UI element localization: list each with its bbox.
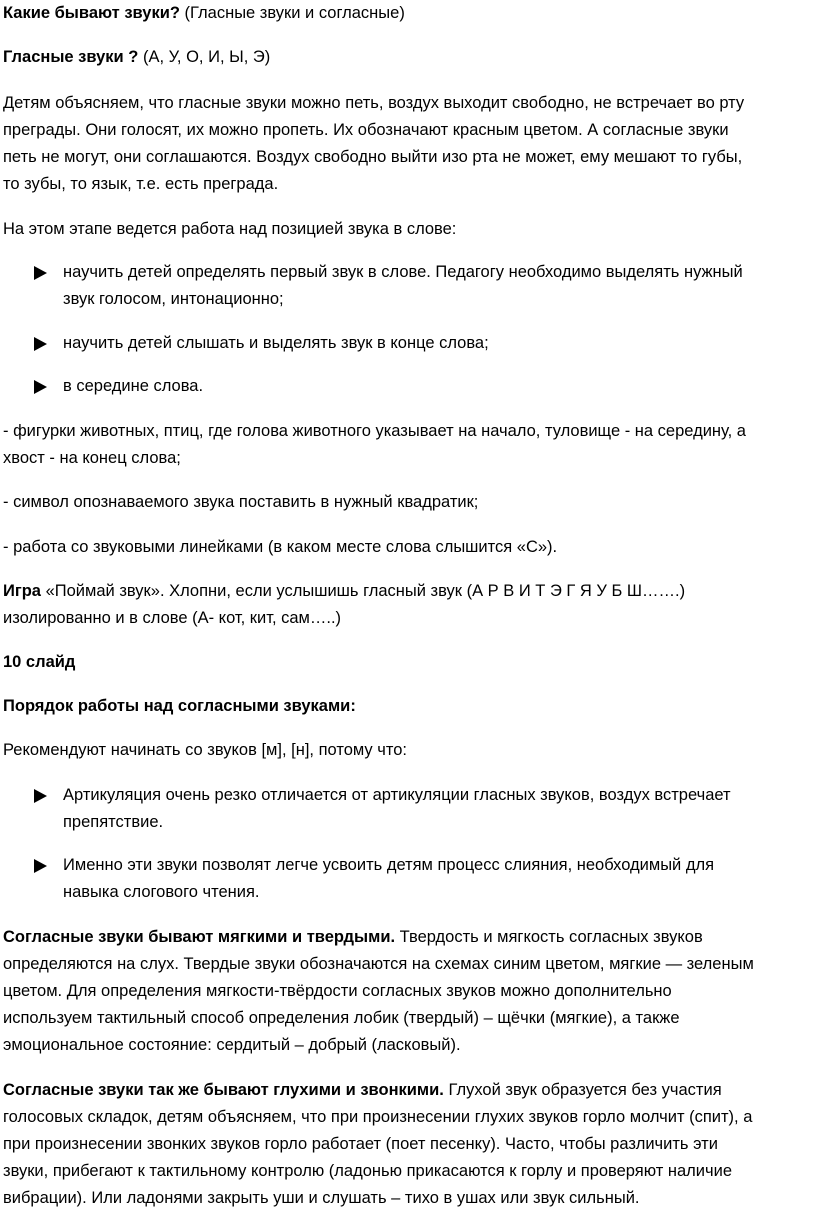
list-item xyxy=(3,373,203,400)
text-line: преграды. Они голосят, их можно пропеть. Их обозначают красным цветом. А согласные звуки xyxy=(3,121,729,139)
text-line: используем тактильный способ определения лобик (твердый) – щёчки (мягкие), а также xyxy=(3,1009,680,1027)
text-line: Детям объясняем, что гласные звуки можно петь, воздух выходит свободно, не встречает во рту xyxy=(3,94,745,112)
text-line: вибрации). Или ладонями закрыть уши и слушать – тихо в ушах или звук сильный. xyxy=(3,1189,640,1207)
text-line: научить детей определять первый звук в слове. Педагогу необходимо выделять нужный xyxy=(63,263,743,281)
text-line xyxy=(3,924,754,951)
recommend-line: Рекомендуют начинать со звуков [м], [н], потому что: xyxy=(3,741,407,759)
text-line: изолированно и в слове (А- кот, кит, сам…..) xyxy=(3,609,342,627)
intro-rest: (Гласные звуки и согласные) xyxy=(179,4,405,22)
list-item xyxy=(3,852,714,906)
vowels-line xyxy=(3,44,270,71)
text-line: - фигурки животных, птиц, где голова животного указывает на начало, туловище - на середину, а xyxy=(3,422,746,440)
text-line: в середине слова. xyxy=(63,377,204,395)
text-line: Именно эти звуки позволят легче усвоить детям процесс слияния, необходимый для xyxy=(63,856,715,874)
game-paragraph xyxy=(3,578,685,632)
text-line: научить детей слышать и выделять звук в конце слова; xyxy=(63,334,489,352)
text-line: препятствие. xyxy=(63,813,164,831)
vowels-rest: (А, У, О, И, Ы, Э) xyxy=(138,48,271,66)
text-line: голосовых складок, детям объясняем, что при произнесении глухих звуков горло молчит (спит), а xyxy=(3,1108,753,1126)
list-item xyxy=(3,782,731,836)
vowels-explanation xyxy=(3,90,744,198)
lines-work-line: - работа со звуковыми линейками (в каком месте слова слышится «С»). xyxy=(3,538,558,556)
animals-paragraph xyxy=(3,418,746,472)
soft-hard-bold: Согласные звуки бывают мягкими и твердыми. xyxy=(3,928,396,946)
soft-hard-rest: Твердость и мягкость согласных звуков xyxy=(395,928,703,946)
text-line: при произнесении звонких звуков горло работает (поет песенку). Часто, чтобы различить эти xyxy=(3,1135,718,1153)
text-line: определяются на слух. Твердые звуки обозначаются на схемах синим цветом, мягкие — зеленым xyxy=(3,955,754,973)
triangle-bullet-icon xyxy=(34,380,47,394)
soft-hard-paragraph xyxy=(3,924,754,1059)
game-bold: Игра xyxy=(3,582,41,600)
voiced-bold: Согласные звуки так же бывают глухими и звонкими. xyxy=(3,1081,444,1099)
list-item xyxy=(3,259,743,313)
game-rest: «Поймай звук». Хлопни, если услышишь гласный звук (А Р В И Т Э Г Я У Б Ш…….) xyxy=(41,582,686,600)
triangle-bullet-icon xyxy=(34,337,47,351)
triangle-bullet-icon xyxy=(34,789,47,803)
list-item xyxy=(3,330,489,357)
text-line: эмоциональное состояние: сердитый – добрый (ласковый). xyxy=(3,1036,461,1054)
symbol-line: - символ опознаваемого звука поставить в нужный квадратик; xyxy=(3,493,479,511)
text-line: то зубы, то язык, т.е. есть преграда. xyxy=(3,175,279,193)
vowels-bold: Гласные звуки ? xyxy=(3,48,139,66)
voiced-paragraph xyxy=(3,1077,752,1212)
text-line: цветом. Для определения мягкости-твёрдости согласных звуков можно дополнительно xyxy=(3,982,672,1000)
text-line xyxy=(3,1077,752,1104)
text-line: петь не могут, они соглашаются. Воздух свободно выйти изо рта не может, ему мешают то губы, xyxy=(3,148,743,166)
text-line xyxy=(3,578,685,605)
text-line: хвост - на конец слова; xyxy=(3,449,181,467)
section-heading: Порядок работы над согласными звуками: xyxy=(3,697,356,715)
intro-bold: Какие бывают звуки? xyxy=(3,4,180,22)
text-line: звук голосом, интонационно; xyxy=(63,290,284,308)
voiced-rest: Глухой звук образуется без участия xyxy=(443,1081,722,1099)
stage-line: На этом этапе ведется работа над позицией звука в слове: xyxy=(3,220,457,238)
intro-line xyxy=(3,0,405,27)
slide-label: 10 слайд xyxy=(3,653,76,671)
text-line: звуки, прибегают к тактильному контролю (ладонью прикасаются к горлу и проверяют наличие xyxy=(3,1162,733,1180)
text-line: навыка слогового чтения. xyxy=(63,883,260,901)
text-line: Артикуляция очень резко отличается от артикуляции гласных звуков, воздух встречает xyxy=(63,786,731,804)
triangle-bullet-icon xyxy=(34,859,47,873)
triangle-bullet-icon xyxy=(34,266,47,280)
